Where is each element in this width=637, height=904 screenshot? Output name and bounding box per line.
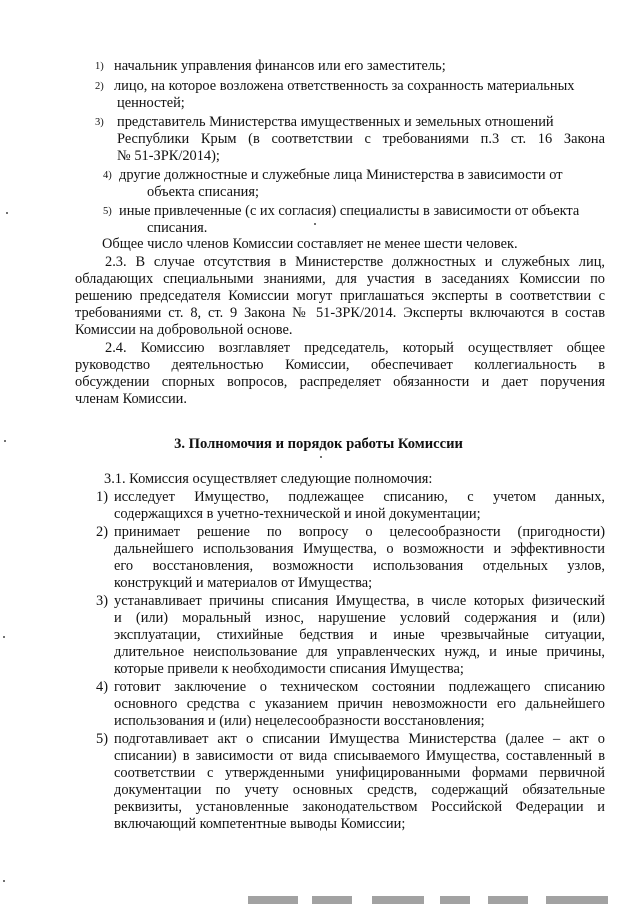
list1-item-5-line-2: списания.: [147, 220, 208, 236]
list2-item-3-number: 3): [96, 593, 108, 609]
scan-speck: [3, 636, 5, 638]
list1-item-3-line-3: № 51-ЗРК/2014);: [117, 148, 220, 164]
list2-item-3-line-2: и (или) моральный износ, нарушение условий содержания и (или): [114, 610, 605, 626]
list2-item-5-line-1: подготавливает акт о списании Имущества Министерства (далее – акт о: [114, 731, 605, 747]
list2-item-4-line-3: использования и (или) нецелесообразности восстановления;: [114, 713, 485, 729]
list2-item-1-line-2: содержащихся в учетно-технической и иной документации;: [114, 506, 481, 522]
p31-intro: 3.1. Комиссия осуществляет следующие полномочия:: [104, 471, 433, 487]
cropped-text-fragment: [488, 896, 528, 904]
list1-item-2-line-2: ценностей;: [117, 95, 185, 111]
p24-line-1: 2.4. Комиссию возглавляет председатель, который осуществляет общее: [105, 340, 605, 356]
total-members-text: Общее число членов Комиссии составляет не менее шести человек.: [102, 236, 518, 252]
cropped-text-fragment: [372, 896, 424, 904]
list1-item-4-line-1: другие должностные и служебные лица Министерства в зависимости от: [119, 167, 563, 183]
list1-item-1-number: 1): [95, 61, 104, 72]
list2-item-5-line-6: включающий компетентные выводы Комиссии;: [114, 816, 406, 832]
list1-item-1-line-1: начальник управления финансов или его заместитель;: [114, 58, 446, 74]
list1-item-3-number: 3): [95, 117, 104, 128]
list1-item-2-number: 2): [95, 81, 104, 92]
list2-item-2-line-3: его восстановления, возможности использования отдельных узлов,: [114, 558, 605, 574]
cropped-text-fragment: [312, 896, 352, 904]
list2-item-3-line-1: устанавливает причины списания Имущества, в числе которых физический: [114, 593, 605, 609]
scan-speck: [314, 223, 316, 225]
p23-line-2: обладающих специальными знаниями, для участия в заседаниях Комиссии по: [75, 271, 605, 287]
p23-line-4: требованиями ст. 8, ст. 9 Закона № 51-ЗРК/2014. Эксперты включаются в состав: [75, 305, 605, 321]
p24-line-3: обсуждении спорных вопросов, распределяет обязанности и дает поручения: [75, 374, 605, 390]
list2-item-5-line-3: соответствии с утвержденными унифицированными формами первичной: [114, 765, 605, 781]
list2-item-5-line-4: документации по учету основных средств, содержащий обязательные: [114, 782, 605, 798]
list2-item-4-line-1: готовит заключение о техническом состоянии подлежащего списанию: [114, 679, 605, 695]
list1-item-3-line-1: представитель Министерства имущественных и земельных отношений: [117, 114, 554, 130]
list2-item-2-line-4: конструкций и материалов от Имущества;: [114, 575, 373, 591]
list1-item-4-line-2: объекта списания;: [147, 184, 259, 200]
scan-speck: [4, 440, 6, 442]
list2-item-1-number: 1): [96, 489, 108, 505]
list1-item-5-number: 5): [103, 206, 112, 217]
list1-item-5-line-1: иные привлеченные (с их согласия) специалисты в зависимости от объекта: [119, 203, 580, 219]
list2-item-5-line-2: списании) в зависимости от вида списываемого Имущества, составленный в: [114, 748, 605, 764]
list1-item-3-line-2: Республики Крым (в соответствии с требованиями п.3 ст. 16 Закона: [117, 131, 605, 147]
scan-speck: [320, 456, 322, 458]
p23-line-1: 2.3. В случае отсутствия в Министерстве должностных и служебных лиц,: [105, 254, 605, 270]
list2-item-2-line-2: дальнейшего использования Имущества, о возможности и эффективности: [114, 541, 605, 557]
list2-item-2-line-1: принимает решение по вопросу о целесообразности (пригодности): [114, 524, 605, 540]
list2-item-3-line-3: эксплуатации, стихийные бедствия и иные чрезвычайные ситуации,: [114, 627, 605, 643]
scan-speck: [3, 880, 5, 882]
list1-item-4-number: 4): [103, 170, 112, 181]
cropped-text-fragment: [546, 896, 608, 904]
list2-item-4-line-2: основного средства с указанием причин невозможности его дальнейшего: [114, 696, 605, 712]
section-3-heading: 3. Полномочия и порядок работы Комиссии: [174, 436, 463, 452]
p23-line-5: Комиссии на добровольной основе.: [75, 322, 293, 338]
list2-item-4-number: 4): [96, 679, 108, 695]
list2-item-5-line-5: реквизиты, установленные законодательством Российской Федерации и: [114, 799, 605, 815]
list2-item-5-number: 5): [96, 731, 108, 747]
p24-line-4: членам Комиссии.: [75, 391, 187, 407]
cropped-text-fragment: [248, 896, 298, 904]
list2-item-1-line-1: исследует Имущество, подлежащее списанию, с учетом данных,: [114, 489, 605, 505]
list2-item-3-line-4: длительное неиспользование для управленческих нужд, и иные причины,: [114, 644, 605, 660]
list1-item-2-line-1: лицо, на которое возложена ответственность за сохранность материальных: [114, 78, 575, 94]
p23-line-3: решению председателя Комиссии могут приглашаться эксперты в соответствии с: [75, 288, 605, 304]
list2-item-3-line-5: которые привели к необходимости списания Имущества;: [114, 661, 464, 677]
cropped-text-fragment: [440, 896, 470, 904]
p24-line-2: руководство деятельностью Комиссии, обеспечивает коллегиальность в: [75, 357, 605, 373]
scan-speck: [6, 212, 8, 214]
list2-item-2-number: 2): [96, 524, 108, 540]
